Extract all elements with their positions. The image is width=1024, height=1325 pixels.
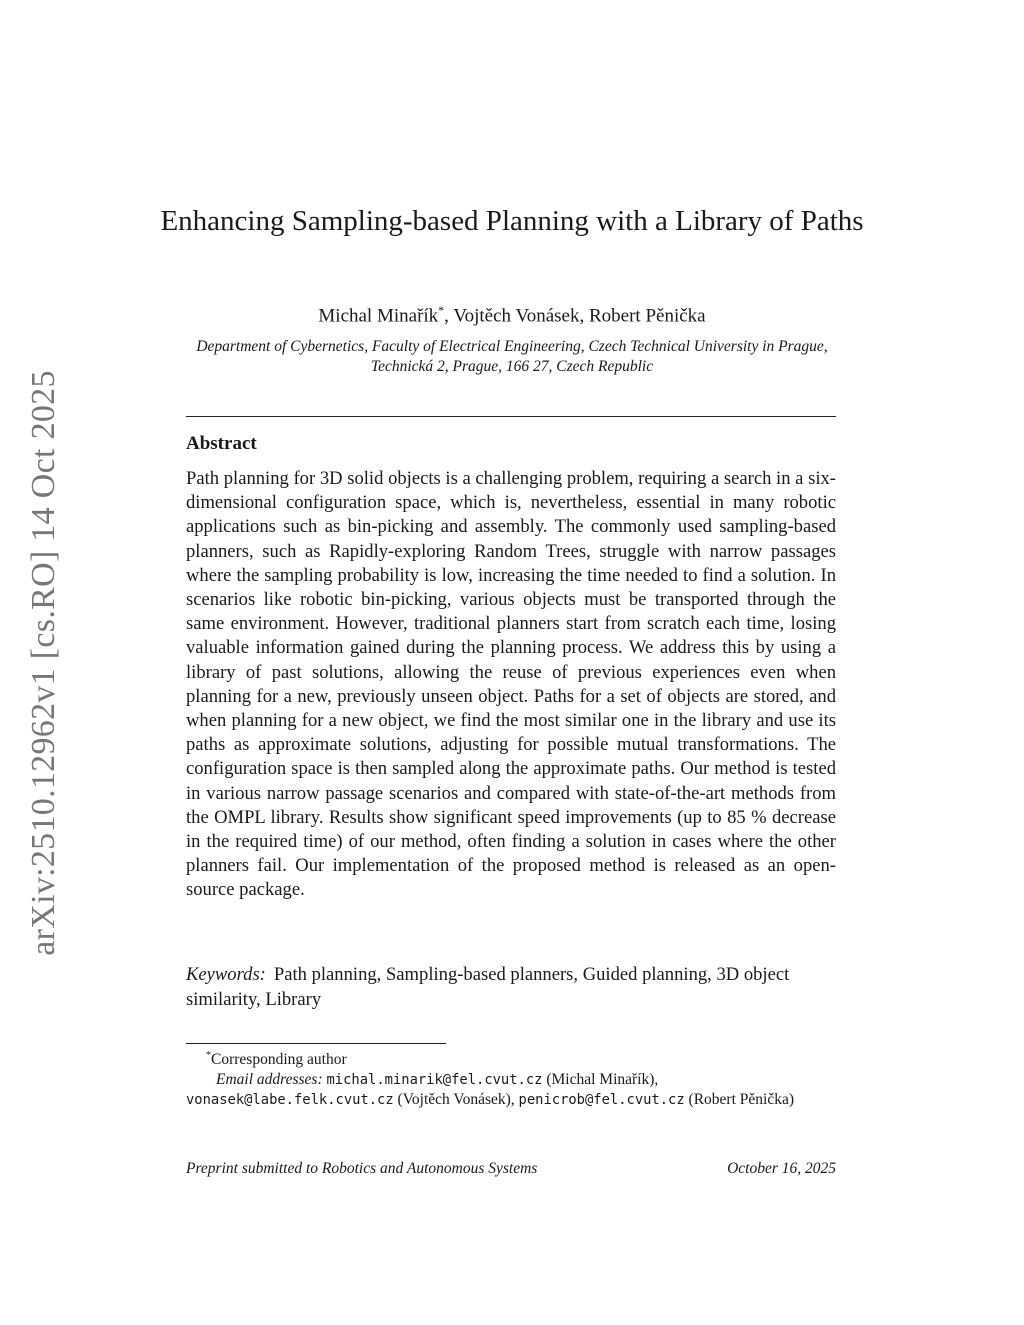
author-separator: , bbox=[444, 305, 454, 327]
keywords-text: Path planning, Sampling-based planners, Guided planning, 3D object similarity, Library bbox=[186, 964, 790, 1010]
author-list bbox=[150, 303, 874, 327]
keywords-label: Keywords: bbox=[186, 964, 266, 985]
email-owner: (Robert Pěnička) bbox=[688, 1091, 794, 1109]
abstract-heading: Abstract bbox=[186, 433, 257, 454]
email-link[interactable]: vonasek@labe.felk.cvut.cz bbox=[186, 1092, 394, 1109]
author-separator: , bbox=[579, 305, 589, 327]
footnote-corresponding-text: Corresponding author bbox=[211, 1051, 347, 1069]
email-link[interactable]: penicrob@fel.cvut.cz bbox=[518, 1092, 685, 1109]
email-label: Email addresses: bbox=[216, 1071, 323, 1089]
footnote-emails bbox=[186, 1070, 836, 1110]
author-name: Michal Minařík bbox=[318, 305, 439, 327]
author-name: Vojtěch Vonásek bbox=[453, 305, 580, 327]
corresponding-mark: * bbox=[438, 303, 445, 317]
email-owner: (Vojtěch Vonásek), bbox=[397, 1091, 515, 1109]
email-link[interactable]: michal.minarik@fel.cvut.cz bbox=[326, 1072, 543, 1089]
preprint-date: October 16, 2025 bbox=[727, 1160, 836, 1177]
footnote-corresponding bbox=[186, 1046, 836, 1070]
arxiv-side-stamp bbox=[14, 372, 74, 954]
arxiv-identifier: arXiv:2510.12962v1 [cs.RO] 14 Oct 2025 bbox=[25, 370, 62, 956]
footnote-divider bbox=[186, 1043, 446, 1044]
affiliation: Department of Cybernetics, Faculty of Electrical Engineering, Czech Technical University in Prague, Technická 2, Prague, 166 27, Czech Republic bbox=[196, 338, 828, 375]
section-divider bbox=[186, 416, 836, 417]
keywords bbox=[186, 962, 836, 1012]
email-owner: (Michal Minařík), bbox=[546, 1071, 659, 1089]
preprint-note: Preprint submitted to Robotics and Autonomous Systems bbox=[186, 1160, 538, 1177]
author-name: Robert Pěnička bbox=[588, 305, 706, 327]
abstract-text: Path planning for 3D solid objects is a challenging problem, requiring a search in a six-dimensional configuration space, which is, nevertheless, essential in many robotic applications such as bin-picking and assembly. The commonly used sampling-based planners, such as Rapidly-exploring Random Trees, struggle with narrow passages where the sampling probability is low, increasing the time needed to find a solution. In scenarios like robotic bin-picking, various objects must be transported through the same environment. However, traditional planners start from scratch each time, losing valuable information gained during the planning process. We address this by using a library of past solutions, allowing the reuse of previous experiences even when planning for a new, previously unseen object. Paths for a set of objects are stored, and when planning for a new object, we find the most similar one in the library and use its paths as approximate solutions, adjusting for possible mutual transformations. The configuration space is then sampled along the approximate paths. Our method is tested in various narrow passage scenarios and compared with state-of-the-art methods from the OMPL library. Results show significant speed improvements (up to 85 % decrease in the required time) of our method, often finding a solution in cases where the other planners fail. Our implementation of the proposed method is released as an open-source package. bbox=[186, 468, 836, 901]
footnotes bbox=[186, 1046, 836, 1110]
footnote-mark: * bbox=[206, 1050, 211, 1061]
paper-title: Enhancing Sampling-based Planning with a Library of Paths bbox=[160, 205, 864, 237]
